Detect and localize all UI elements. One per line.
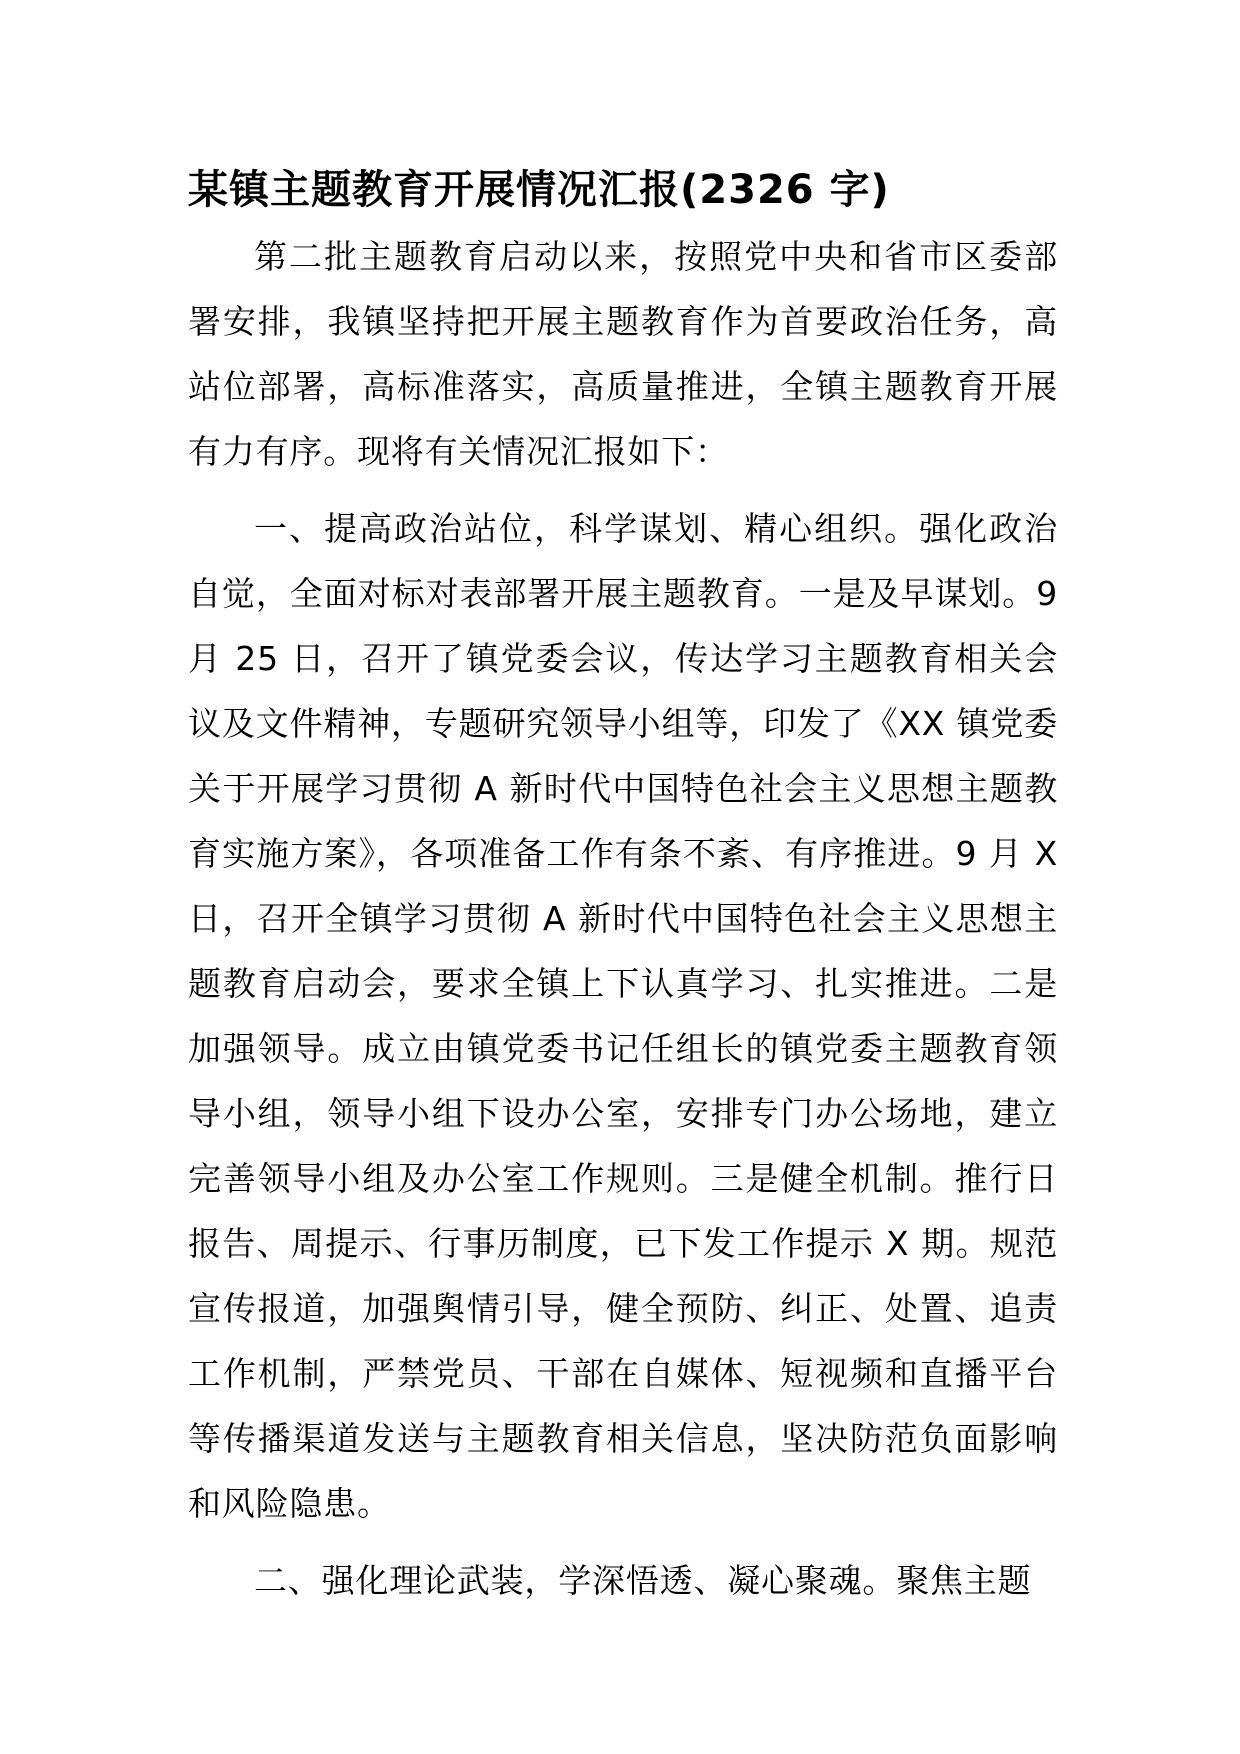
paragraph-section-two: 二、强化理论武装，学深悟透、凝心聚魂。聚焦主题 [254,1561,1032,1600]
paragraph-section-one: 一、提高政治站位，科学谋划、精心组织。强化政治自觉，全面对标对表部署开展主题教育。一是及早谋划。9月 25 日，召开了镇党委会议，传达学习主题教育相关会议及文件精神，专题研究领导小组等，印发了《XX 镇党委关于开展学习贯彻 A 新时代中国特色社会主义思想主题教育实施方案》，各项准备工作有条不紊、有序推进。9 月 X日，召开全镇学习贯彻 A 新时代中国特色社会主义思想主题教育启动会，要求全镇上下认真学习、扎实推进。二是加强领导。成立由镇党委书记任组长的镇党委主题教育领导小组，领导小组下设办公室，安排专门办公场地，建立完善领导小组及办公室工作规则。三是健全机制。推行日报告、周提示、行事历制度，已下发工作提示 X 期。规范宣传报道，加强舆情引导，健全预防、纠正、处置、追责工作机制，严禁党员、干部在自媒体、短视频和直播平台等传播渠道发送与主题教育相关信息，坚决防范负面影响和风险隐患。 [188,509,1058,1523]
document-body [188,160,1058,1613]
paragraph-intro: 第二批主题教育启动以来，按照党中央和省市区委部署安排，我镇坚持把开展主题教育作为首要政治任务，高站位部署，高标准落实，高质量推进，全镇主题教育开展有力有序。现将有关情况汇报如下： [188,237,1058,471]
document-title: 某镇主题教育开展情况汇报(2326 字) [188,167,890,213]
